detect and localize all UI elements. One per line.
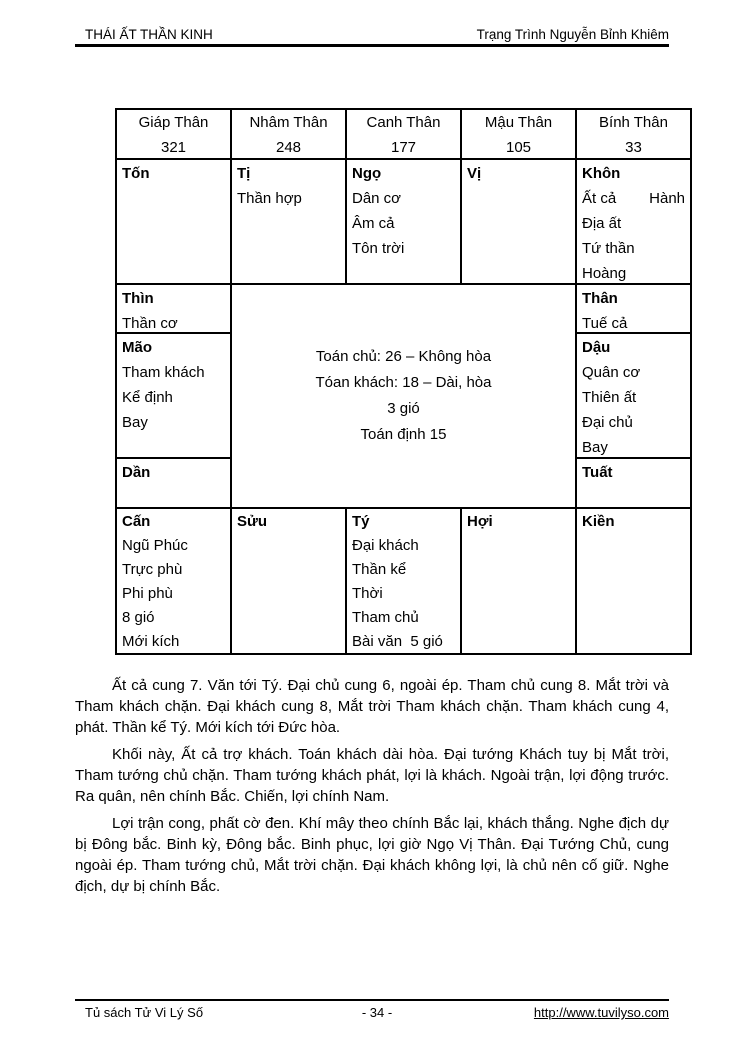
palace-cell-ngo: [347, 160, 462, 285]
palace-cell-kien: [577, 509, 692, 655]
palace-cell-tuat: [577, 459, 692, 509]
year-value: 177: [390, 139, 417, 156]
palace-line: Tuế cả: [582, 315, 628, 332]
year-value: 248: [275, 139, 302, 156]
page-footer: [75, 1005, 669, 1020]
palace-line: Âm cả: [352, 215, 395, 232]
palace-title: Khôn: [582, 165, 621, 182]
year-label: Nhâm Thân: [249, 114, 328, 131]
palace-cell-thin: [117, 285, 232, 334]
year-cell-giap-than: [117, 110, 232, 160]
palace-title: Sửu: [237, 513, 268, 530]
palace-line: Hoàng: [582, 265, 627, 282]
palace-cell-ty: [347, 509, 462, 655]
palace-line: Tham khách: [122, 364, 205, 381]
toan-khach-line: Tóan khách: 18 – Dài, hòa: [315, 374, 492, 391]
palace-title: Cấn: [122, 513, 151, 530]
palace-title: Mão: [122, 339, 152, 356]
palace-cell-vi: [462, 160, 577, 285]
year-label: Giáp Thân: [138, 114, 209, 131]
page-number: - 34 -: [361, 1005, 393, 1020]
year-value: 33: [625, 139, 642, 156]
palace-line: Thần kể: [352, 561, 407, 578]
palace-line: Phi phù: [122, 585, 173, 602]
palace-line: Quân cơ: [582, 364, 641, 381]
page-header: [75, 27, 669, 42]
palace-line: Hành: [649, 190, 685, 207]
palace-line: Ngũ Phúc: [122, 537, 188, 554]
palace-cell-khon: [577, 160, 692, 285]
palace-line: Trực phù: [122, 561, 183, 578]
palace-line: Bài văn 5 gió: [352, 633, 443, 650]
year-label: Mậu Thân: [484, 114, 553, 131]
palace-line: 8 gió: [122, 609, 155, 626]
palace-line: Đại khách: [352, 537, 419, 554]
palace-cell-dan: [117, 459, 232, 509]
palace-line: Thần hợp: [237, 190, 302, 207]
palace-title: Ngọ: [352, 165, 382, 182]
year-label: Bính Thân: [599, 114, 668, 131]
body-text: [75, 675, 669, 903]
palace-line: Dân cơ: [352, 190, 402, 207]
paragraph-3: Lợi trận cong, phất cờ đen. Khí mây theo chính Bắc lại, khách thắng. Nghe địch dự bị Đông bắc. Binh kỳ, Đông bắc. Binh phục, lợi giờ Ngọ Vị Thân. Đại Tướng Chủ, cung ngoài ép. Tham tướng chủ, Mắt trời chặn. Đại khách không lợi, là chủ nên cố giữ. Nghe địch, dự bị chính Bắc.: [75, 815, 669, 895]
palace-line: Bay: [582, 439, 608, 456]
palace-cell-ti: [232, 160, 347, 285]
palace-title: Dậu: [582, 339, 611, 356]
header-rule: [75, 44, 669, 47]
palace-title: Tị: [237, 165, 251, 182]
thai-at-palace-grid: [115, 108, 692, 655]
palace-line: Bay: [122, 414, 148, 431]
palace-cell-hoi: [462, 509, 577, 655]
palace-line: Mới kích: [122, 633, 180, 650]
palace-cell-dau: [577, 334, 692, 459]
toan-dinh-line: Toán định 15: [360, 426, 447, 443]
footer-url-wrap: [474, 1005, 669, 1020]
palace-line: Tứ thần: [582, 240, 635, 257]
palace-line: Thần cơ: [122, 315, 178, 332]
palace-cell-can: [117, 509, 232, 655]
year-label: Canh Thân: [366, 114, 441, 131]
year-cell-canh-than: [347, 110, 462, 160]
palace-title: Tý: [352, 513, 370, 530]
footer-rule: [75, 999, 669, 1001]
year-cell-binh-than: [577, 110, 692, 160]
palace-line: Thời: [352, 585, 383, 602]
palace-line: Đại chủ: [582, 414, 633, 431]
paragraph-2: Khối này, Ất cả trợ khách. Toán khách dài hòa. Đại tướng Khách tuy bị Mắt trời, Tham tướng chủ chặn. Tham tướng khách phát, lợi là khách. Ngoài trận, lợi động trước. Ra quân, nên chính Bắc. Chiến, lợi chính Nam.: [75, 746, 669, 805]
palace-line-pair: [582, 186, 685, 211]
author-name: Trạng Trình Nguyễn Bỉnh Khiêm: [476, 27, 669, 42]
palace-line: Ất cả: [582, 190, 617, 207]
palace-line: Thiên ất: [582, 389, 637, 406]
palace-title: Vị: [467, 165, 482, 182]
palace-title: Thìn: [122, 290, 154, 307]
year-cell-nham-than: [232, 110, 347, 160]
year-value: 321: [160, 139, 187, 156]
palace-line: Tham chủ: [352, 609, 419, 626]
palace-line: Tôn trời: [352, 240, 405, 257]
toan-chu-line: Toán chủ: 26 – Không hòa: [315, 348, 492, 365]
book-title: THÁI ẤT THẦN KINH: [85, 27, 213, 42]
palace-cell-mao: [117, 334, 232, 459]
center-summary-cell: [232, 285, 577, 509]
paragraph-1: Ất cả cung 7. Văn tới Tý. Đại chủ cung 6, ngoài ép. Tham chủ cung 8. Mắt trời và Tham khách chặn. Đại khách cung 8, Mắt trời Tham khách chặn. Tham khách cung 4, phát. Thần kể Tý. Mới kích tới Đức hòa.: [75, 677, 669, 736]
palace-title: Dần: [122, 464, 151, 481]
palace-cell-than: [577, 285, 692, 334]
gio-line: 3 gió: [387, 400, 420, 417]
palace-line: Kể định: [122, 389, 173, 406]
palace-title: Hợi: [467, 513, 493, 530]
palace-cell-suu: [232, 509, 347, 655]
year-value: 105: [505, 139, 532, 156]
palace-title: Kiền: [582, 513, 615, 530]
palace-title: Tốn: [122, 165, 150, 182]
palace-title: Tuất: [582, 464, 613, 481]
palace-line: Địa ất: [582, 215, 622, 232]
palace-title: Thân: [582, 290, 618, 307]
footer-url-link[interactable]: http://www.tuvilyso.com: [533, 1005, 670, 1020]
palace-cell-ton: [117, 160, 232, 285]
year-cell-mau-than: [462, 110, 577, 160]
footer-series-name: Tủ sách Tử Vi Lý Số: [85, 1005, 204, 1020]
